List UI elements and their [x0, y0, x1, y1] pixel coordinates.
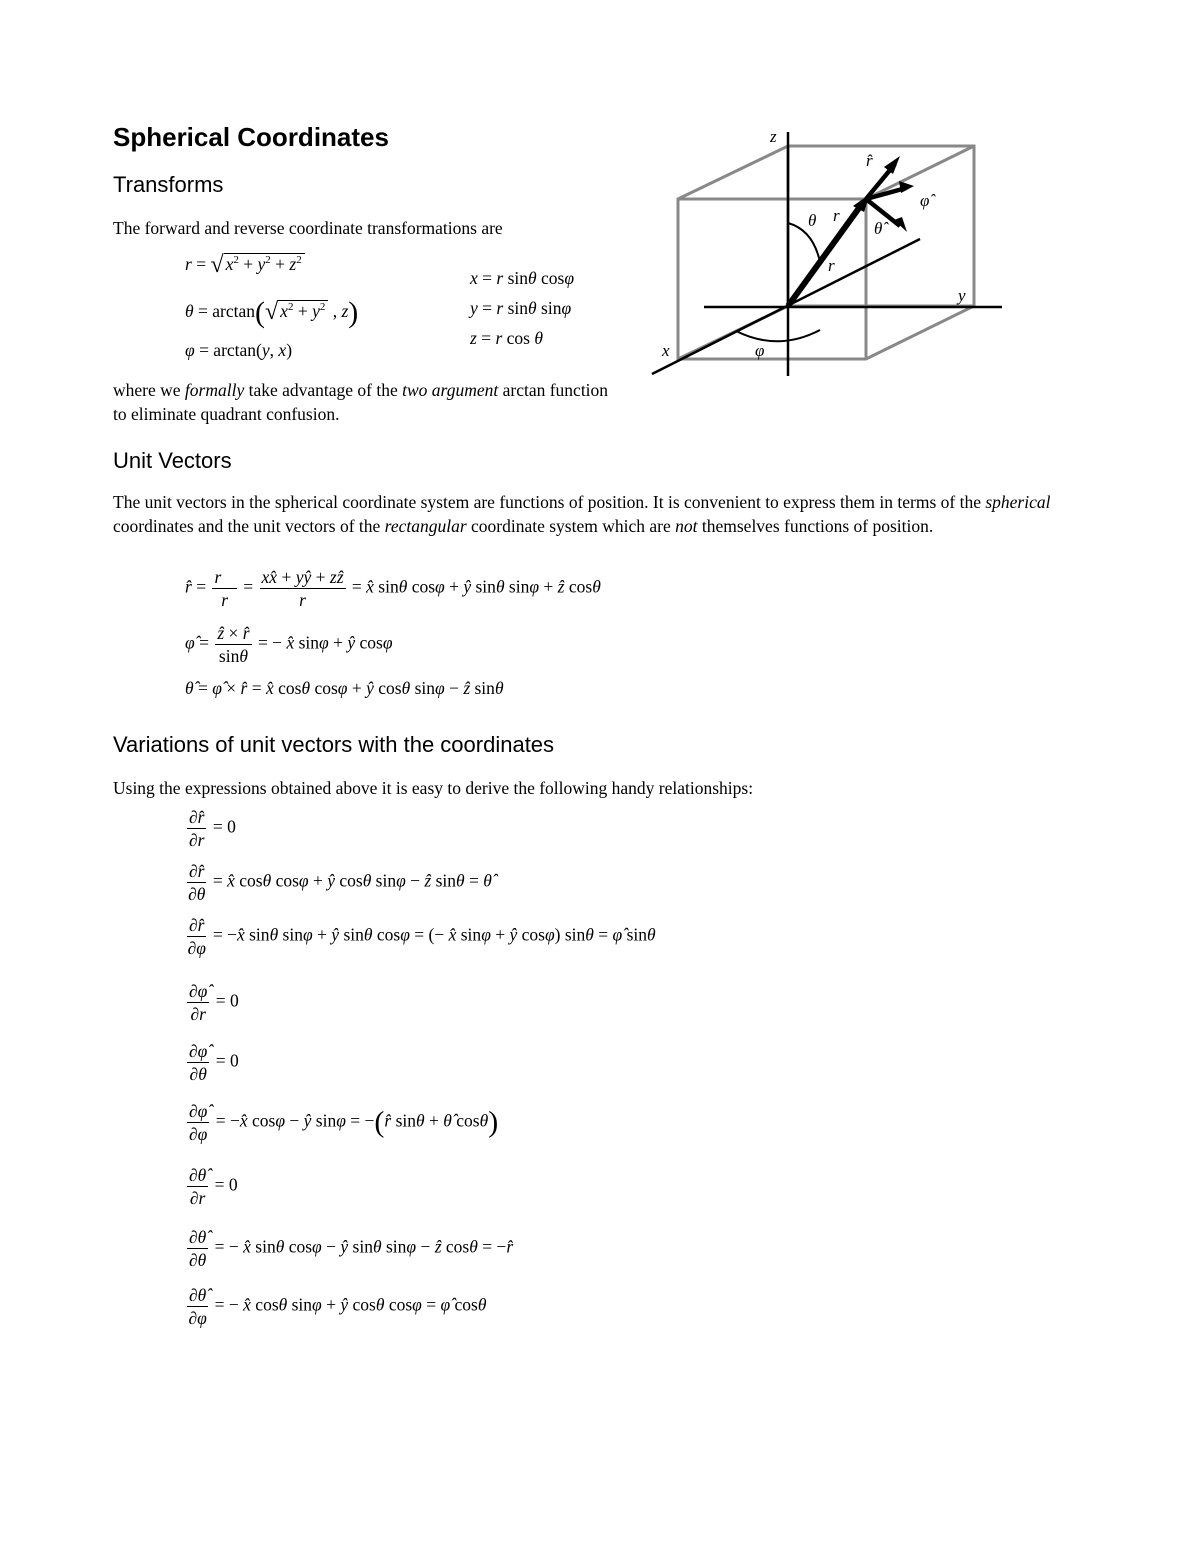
- variations-intro: Using the expressions obtained above it is easy to derive the following handy relationships:: [113, 778, 754, 798]
- z-axis-label: z: [770, 127, 777, 146]
- unit-vectors: [866, 164, 906, 226]
- equation-r: r = √ $x^2 + y^2 + z^2$: [185, 252, 305, 279]
- theta-hat-label: θ̂: [874, 219, 883, 238]
- transforms-heading: Transforms: [113, 172, 224, 197]
- derivative-theta-hat-r: $\frac{\partial\thetâ}{\partial r}$ = 0: [189, 1165, 238, 1208]
- phi-hat-label: φ̂: [920, 191, 930, 210]
- transforms-intro: The forward and reverse coordinate transformations are: [113, 218, 503, 238]
- unit-vectors-heading: Unit Vectors: [113, 448, 232, 473]
- theta-label: θ: [808, 211, 817, 230]
- derivative-r-hat-phi: $\frac{\partial r̂}{\partial\varphi}$ = −x̂ sinθ sinφ + ŷ sinθ cosφ = (− x̂ sinφ + ŷ cosφ) sinθ = φ̂ sinθ: [187, 915, 656, 958]
- derivative-r-hat-theta: $\frac{\partial r̂}{\partial\theta}$ = x̂ cosθ cosφ + ŷ cosθ sinφ − ẑ sinθ = θ̂: [188, 861, 492, 904]
- y-axis-label: y: [958, 286, 966, 305]
- equation-z: z = r cos θ: [470, 328, 543, 348]
- equation-theta-hat: θ̂ = φ̂ × r̂ = x̂ cosθ cosφ + ŷ cosθ sinφ − ẑ sinθ: [185, 678, 504, 698]
- derivative-phi-hat-r: $\frac{\partial\varphî}{\partial r}$ = 0: [189, 981, 239, 1024]
- x-axis-label: x: [662, 341, 670, 360]
- unit-vectors-body: The unit vectors in the spherical coordinate system are functions of position. It is convenient to express them in terms of the spherical coordinates and the unit vectors of the rectangular coordinate system which are not themselves functions of position.: [113, 492, 1051, 536]
- transforms-note: where we formally take advantage of the two argument arctan function to eliminate quadrant confusion.: [113, 380, 609, 424]
- derivative-phi-hat-phi: $\frac{\partial\varphî}{\partial\varphi}$ = −x̂ cosφ − ŷ sinφ = −(r̂ sinθ + θ̂ cosθ): [189, 1101, 499, 1144]
- derivative-phi-hat-theta: $\frac{\partial\varphî}{\partial\theta}$ = 0: [189, 1041, 239, 1084]
- phi-label: φ: [755, 341, 765, 360]
- r-hat-label: r̂: [866, 151, 873, 170]
- equation-r-hat: r̂ = $\frac{r⃗}{r}$ = $\frac{\text{xx̂ + yŷ + zẑ}}{r}$ = x̂ sinθ cosφ + ŷ sinθ sinφ + ẑ cosθ: [185, 567, 601, 610]
- derivative-r-hat-r: $\frac{\partial r̂}{\partial r}$ = 0: [189, 807, 236, 850]
- equation-phi-hat: φ̂ = $\frac{\text{ẑ × r̂}}{\sin\theta}$ = − x̂ sinφ + ŷ cosφ: [185, 623, 393, 666]
- r-label: r: [828, 256, 835, 275]
- phi-hat-arrowhead: [899, 181, 914, 193]
- equation-theta: θ = arctan(√ $x^2 + y^2$ , z): [185, 296, 359, 329]
- phi-arc: [736, 330, 820, 341]
- equation-x: x = r sinθ cosφ: [470, 268, 575, 288]
- page-title: Spherical Coordinates: [113, 122, 389, 152]
- variations-heading: Variations of unit vectors with the coordinates: [113, 732, 555, 757]
- derivative-theta-hat-phi: $\frac{\partial\thetâ}{\partial\varphi}$ = − x̂ cosθ sinφ + ŷ cosθ cosφ = φ̂ cosθ: [188, 1285, 487, 1328]
- r-vector-label: r⃗: [833, 206, 853, 225]
- spherical-coordinates-figure: [648, 126, 1008, 381]
- derivative-theta-hat-theta: $\frac{\partial\thetâ}{\partial\theta}$ = − x̂ sinθ cosφ − ŷ sinθ sinφ − ẑ cosθ = −r̂: [189, 1227, 514, 1270]
- equation-phi: φ = arctan(y, x): [185, 340, 293, 360]
- equation-y: y = r sinθ sinφ: [470, 298, 572, 318]
